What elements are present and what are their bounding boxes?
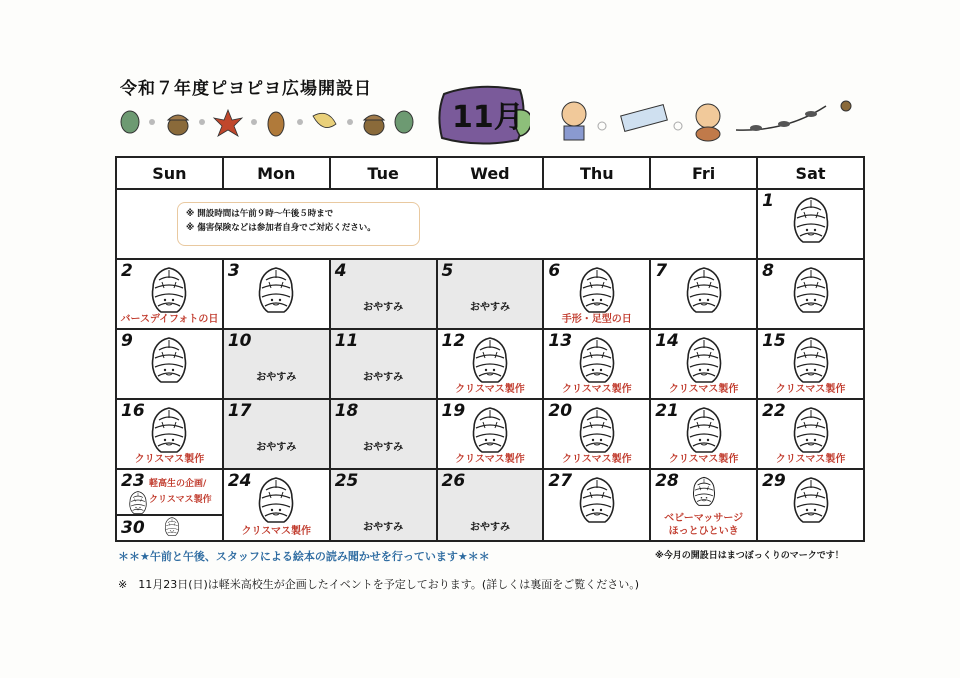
weekday-mon: Mon	[223, 157, 330, 189]
day-number: 9	[121, 331, 133, 351]
day-cell	[650, 329, 757, 399]
event-line-1: 軽高生の企画/	[149, 479, 207, 489]
event-label: バースデイフォトの日	[120, 314, 219, 325]
day-number: 10	[227, 331, 252, 351]
closed-label: おやすみ	[363, 442, 404, 453]
day-number: 5	[441, 261, 454, 281]
page-title: 令和７年度ピヨピヨ広場開設日	[120, 79, 372, 99]
notice-cell	[116, 189, 757, 259]
day-number: 17	[227, 401, 252, 421]
day-cell	[116, 259, 223, 329]
week-row-4	[116, 399, 864, 469]
hours-notice	[177, 202, 420, 246]
day-number: 15	[762, 331, 786, 351]
month-label: 11月	[452, 100, 524, 135]
pinecone-icon	[127, 490, 149, 516]
closed-label: おやすみ	[363, 372, 404, 383]
event-label: クリスマス製作	[561, 454, 632, 465]
autumn-decoration	[118, 104, 418, 138]
pinecone-icon	[575, 406, 619, 456]
day-cell-closed	[330, 329, 437, 399]
event-footnote: ※ 11月23日(日)は軽米高校生が企画したイベントを予定しております。(詳しくは裏面をご覧ください。)	[118, 578, 639, 591]
day-number: 28	[655, 471, 679, 491]
weekday-thu: Thu	[543, 157, 650, 189]
day-number: 7	[655, 261, 668, 281]
pinecone-icon	[254, 476, 298, 526]
day-cell	[116, 329, 223, 399]
day-number: 6	[548, 261, 561, 281]
day-number: 14	[655, 331, 679, 351]
day-number: 19	[441, 401, 466, 421]
closed-label: おやすみ	[469, 302, 510, 313]
day-number: 30	[121, 518, 145, 538]
pinecone-icon	[682, 336, 726, 386]
day-cell-closed	[330, 469, 437, 541]
weekday-header-row	[116, 157, 864, 189]
day-number: 21	[655, 401, 679, 421]
pinecone-icon	[575, 266, 619, 316]
day-cell-30	[117, 514, 222, 540]
event-label: クリスマス製作	[668, 384, 739, 395]
day-cell	[757, 189, 864, 259]
event-label: クリスマス製作	[561, 384, 632, 395]
event-label: クリスマス製作	[775, 384, 846, 395]
day-number: 18	[334, 401, 359, 421]
event-line-2: クリスマス製作	[149, 495, 212, 505]
pinecone-icon	[163, 516, 181, 538]
pinecone-icon	[789, 196, 833, 246]
day-cell	[543, 259, 650, 329]
event-label: クリスマス製作	[668, 454, 739, 465]
day-cell	[757, 469, 864, 541]
day-number: 26	[441, 471, 466, 491]
pinecone-icon	[468, 406, 512, 456]
week-row-3	[116, 329, 864, 399]
day-cell	[650, 399, 757, 469]
day-number: 27	[548, 471, 573, 491]
weekday-wed: Wed	[437, 157, 544, 189]
day-cell	[650, 469, 757, 541]
day-cell-23	[117, 470, 222, 514]
day-cell	[757, 329, 864, 399]
pinecone-icon	[254, 266, 298, 316]
event-label: クリスマス製作	[455, 384, 525, 395]
day-number: 4	[334, 261, 347, 281]
day-cell	[437, 329, 544, 399]
week-row-1	[116, 189, 864, 259]
pinecone-icon	[575, 476, 619, 526]
autumn-leaves-icon	[118, 104, 418, 138]
day-number: 24	[227, 471, 252, 491]
event-label	[651, 512, 756, 538]
day-cell	[650, 259, 757, 329]
weekday-sun: Sun	[116, 157, 223, 189]
day-cell-split	[116, 469, 223, 541]
notice-line-2: ※ 傷害保険などは参加者自身でご対応ください。	[186, 223, 376, 233]
pinecone-icon	[468, 336, 512, 386]
pinecone-icon	[789, 266, 833, 316]
pinecone-icon	[682, 406, 726, 456]
day-cell-closed	[330, 259, 437, 329]
pinecone-icon	[789, 406, 833, 456]
day-cell	[543, 399, 650, 469]
day-cell	[223, 469, 330, 541]
day-number: 8	[762, 261, 774, 281]
weekday-fri: Fri	[650, 157, 757, 189]
event-label: クリスマス製作	[134, 454, 205, 465]
week-row-2	[116, 259, 864, 329]
week-row-5	[116, 469, 864, 541]
day-cell	[223, 259, 330, 329]
notice-line-1: ※ 開設時間は午前９時～午後５時まで	[186, 209, 334, 219]
day-number: 2	[121, 261, 133, 281]
day-number: 29	[762, 471, 786, 491]
closed-label: おやすみ	[363, 522, 404, 533]
pinecone-icon	[575, 336, 619, 386]
storytime-note: ＊＊★午前と午後、スタッフによる絵本の読み聞かせを行っています★＊＊	[118, 550, 490, 563]
event-line-1: ベビーマッサージ	[664, 513, 744, 524]
day-cell	[543, 329, 650, 399]
day-cell	[757, 259, 864, 329]
day-cell	[757, 399, 864, 469]
closed-label: おやすみ	[469, 522, 510, 533]
day-cell-closed	[437, 259, 544, 329]
day-number: 23	[121, 471, 145, 491]
day-number: 12	[441, 331, 466, 351]
day-cell	[543, 469, 650, 541]
event-label: 手形・足型の日	[561, 314, 632, 325]
event-line-2: ほっとひといき	[668, 526, 739, 537]
pinecone-icon	[682, 266, 726, 316]
pinecone-icon	[690, 476, 718, 508]
pinecone-icon	[789, 476, 833, 526]
day-cell-closed	[437, 469, 544, 541]
pinecone-icon	[147, 336, 191, 386]
day-number: 11	[334, 331, 359, 351]
characters-decoration-icon	[556, 96, 866, 142]
day-number: 16	[121, 401, 145, 421]
mark-note: ※今月の開設日はまつぼっくりのマークです！	[655, 551, 844, 561]
day-number: 22	[762, 401, 786, 421]
event-label: クリスマス製作	[455, 454, 525, 465]
weekday-sat: Sat	[757, 157, 864, 189]
pinecone-icon	[789, 336, 833, 386]
pinecone-icon	[147, 266, 191, 316]
day-cell-closed	[223, 329, 330, 399]
closed-label: おやすみ	[363, 302, 404, 313]
day-number: 1	[762, 191, 774, 211]
day-number: 20	[548, 401, 573, 421]
pinecone-icon	[147, 406, 191, 456]
event-label	[149, 476, 212, 508]
closed-label: おやすみ	[256, 372, 297, 383]
event-label: クリスマス製作	[241, 526, 312, 537]
event-label: クリスマス製作	[775, 454, 846, 465]
day-cell	[437, 399, 544, 469]
day-cell-closed	[223, 399, 330, 469]
day-number: 3	[227, 261, 240, 281]
day-cell-closed	[330, 399, 437, 469]
day-number: 25	[334, 471, 359, 491]
day-number: 13	[548, 331, 573, 351]
calendar-table	[115, 156, 865, 542]
weekday-tue: Tue	[330, 157, 437, 189]
day-cell	[116, 399, 223, 469]
closed-label: おやすみ	[256, 442, 297, 453]
